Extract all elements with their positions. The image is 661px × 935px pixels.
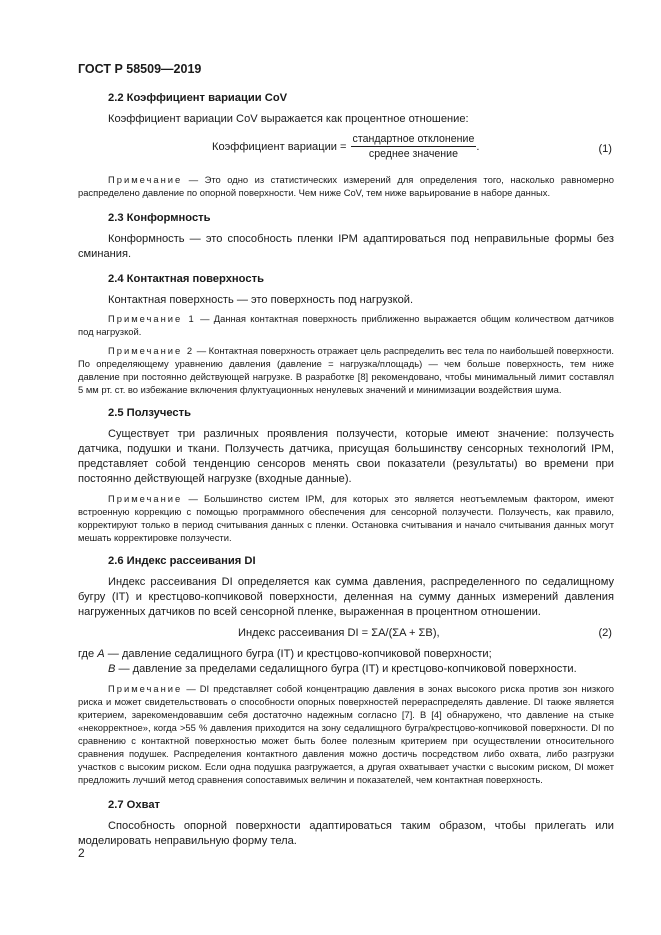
formula-1-lhs: Коэффициент вариации =: [212, 140, 347, 153]
note-label: Примечание: [108, 683, 183, 694]
note-label: Примечание 1: [108, 313, 196, 324]
section-2-5-title: 2.5 Ползучесть: [108, 407, 192, 419]
variable-a: A: [97, 648, 105, 660]
section-2-6-note: [78, 682, 614, 786]
note-label: Примечание: [108, 493, 183, 504]
section-2-6-text: Индекс рассеивания DI определяется как сумма давления, распределенного по седалищному бугру (IT) и крестцово-копчиковой поверхности, деленная на сумму данных измерений давления нагруженных датчиков по всей сенсорной пленке, выраженная в процентном отношении.: [78, 576, 614, 618]
note-label: Примечание: [108, 174, 183, 185]
formula-1-fraction: [351, 133, 480, 160]
note-text: — Это одно из статистических измерений для определения того, насколько равномерно распределено давление по опорной поверхности. Чем ниже CoV, тем ниже варьирование в наборе данных.: [78, 174, 614, 198]
section-2-5-text: Существует три различных проявления ползучести, которые имеют значение: ползучесть датчика, подушки и ткани. Ползучесть датчика, присущая большинству сенсорных технологий IPM, представляет собой тенденцию сенсоров менять свои показатели (результаты) во времени при постоянно действующей нагрузке (входные данные).: [78, 428, 614, 485]
formula-2-number: (2): [598, 627, 612, 639]
section-2-7-text: Способность опорной поверхности адаптироваться таким образом, чтобы прилегать или моделировать неправильную форму тела.: [78, 820, 614, 847]
where-prefix: где: [78, 648, 98, 660]
where-b-text: — давление за пределами седалищного бугра (IT) и крестцово-копчиковой поверхности.: [115, 663, 577, 675]
note-text: — DI представляет собой концентрацию давления в зонах высокого риска против зон низкого риска и может свидетельствовать о способности опорных поверхностей перераспределять давление. DI также является критерием, зарекомендовавшим себя достаточно надежным согласно [7]. В [4] обнаружено, что давление на стыке «некорректное», когда >55 % давления приходится на зону седалищного бугра/крестцово-копчиковой поверхности. DI по сравнению с контактной поверхностью может быть более полезным критерием при осуществлении относительного сравнения подушек. Распределения контактного давления можно достичь посредством либо охвата, либо разгрузки участков с высоким риском. Если одна подушка разгружается, а другая охватывает участки с высоким риском, DI может предложить лучший метод сравнения сопоставимых величин и показателей, чем контактная поверхность.: [78, 683, 614, 785]
where-a-text: — давление седалищного бугра (IT) и крестцово-копчиковой поверхности;: [104, 648, 492, 660]
section-2-4-note-2: [78, 344, 614, 396]
section-2-4-title: 2.4 Контактная поверхность: [108, 273, 264, 285]
section-2-5-note: [78, 492, 614, 544]
formula-1-number: (1): [598, 143, 612, 155]
formula-1-dot: .: [476, 140, 480, 153]
section-2-3-text: Конформность — это способность пленки IPM адаптироваться под неправильные формы без сминания.: [78, 233, 614, 260]
note-text: — Данная контактная поверхность приближенно выражается общим количеством датчиков под нагрузкой.: [78, 313, 614, 337]
document-header: ГОСТ Р 58509—2019: [78, 62, 202, 76]
note-text: — Большинство систем IPM, для которых это является неотъемлемым фактором, имеют встроенную коррекцию с помощью программного обеспечения для сенсорной ползучести. Ползучесть, как правило, корректируют только в период считывания данных с пленки. Остановка считывания и начало считывания данных могут мешать корректировке ползучести.: [78, 493, 614, 543]
section-2-4-note-1: [78, 312, 614, 338]
section-2-2-title: 2.2 Коэффициент вариации CoV: [108, 92, 288, 104]
page-number: 2: [78, 846, 85, 860]
page-content: [78, 92, 614, 849]
formula-2: [78, 625, 614, 647]
variable-b: B: [108, 663, 116, 675]
section-2-7-title: 2.7 Охват: [108, 799, 161, 811]
formula-1-denominator: среднее значение: [368, 148, 458, 160]
where-a-line: [78, 647, 614, 662]
section-2-4-text: Контактная поверхность — это поверхность под нагрузкой.: [108, 294, 414, 306]
section-2-6-title: 2.6 Индекс рассеивания DI: [108, 555, 256, 567]
note-label: Примечание 2: [108, 345, 195, 356]
formula-1: [78, 133, 614, 167]
formula-2-expression: Индекс рассеивания DI = ΣA/(ΣA + ΣB),: [238, 627, 440, 639]
section-2-3-title: 2.3 Конформность: [108, 212, 211, 224]
section-2-2-note: [78, 173, 614, 199]
note-text: — Контактная поверхность отражает цель распределить вес тела по наибольшей поверхности. По определяющему уравнению давления (давление = нагрузка/площадь) — чем больше поверхность, тем ниже давление при постоянно действующей нагрузке. В разработке [8] рекомендовано, чтобы минимальный лимит составлял 5 мм рт. ст. во избежание включения флуктуационных ненулевых значений и минимизации воздействия шума.: [78, 345, 614, 395]
formula-1-numerator: стандартное отклонение: [352, 133, 475, 145]
where-b-line: [78, 662, 614, 677]
section-2-2-intro: Коэффициент вариации CoV выражается как процентное отношение:: [108, 113, 469, 125]
